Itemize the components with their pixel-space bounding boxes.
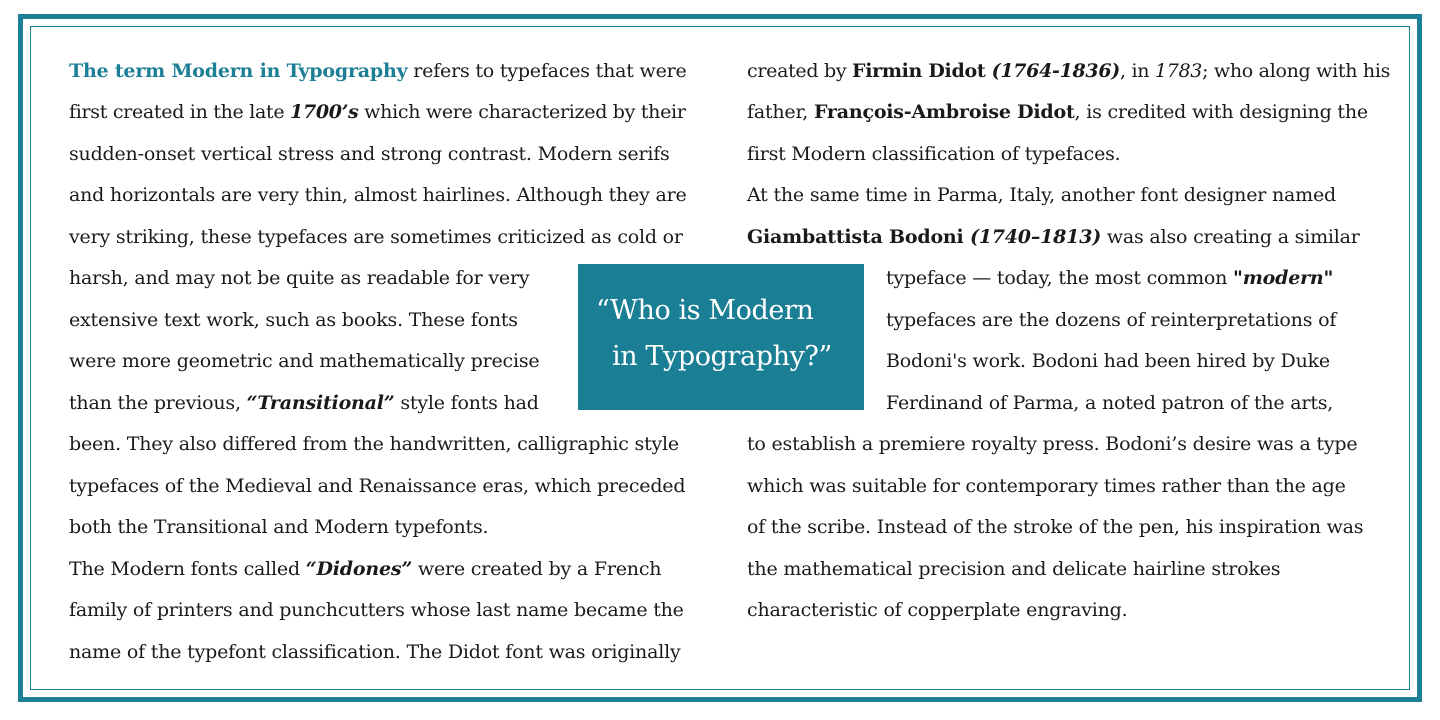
right-line-9: Ferdinand of Parma, a noted patron of the arts, (886, 392, 1334, 414)
right-line-6 (886, 266, 1333, 290)
left-line-9 (69, 391, 539, 415)
right-line-4: At the same time in Parma, Italy, another font designer named (747, 184, 1336, 206)
right-line-1 (747, 59, 1390, 83)
left-line-14: family of printers and punchcutters whose last name became the (69, 599, 684, 621)
right-line-3: first Modern classification of typefaces. (747, 143, 1121, 165)
right-line-12: of the scribe. Instead of the stroke of the pen, his inspiration was (747, 516, 1364, 538)
dates-bodoni: (1740–1813) (963, 226, 1102, 248)
left-line-13-text-b: were created by a French (412, 558, 662, 580)
dates-firmin-didot: (1764-1836) (985, 60, 1120, 82)
left-line-7: extensive text work, such as books. These fonts (69, 309, 518, 331)
year-1700s: 1700’s (290, 101, 359, 123)
right-line-8: Bodoni's work. Bodoni had been hired by Duke (886, 350, 1330, 372)
left-line-9-text-b: style fonts had (394, 392, 539, 414)
right-line-14: characteristic of copperplate engraving. (747, 599, 1128, 621)
left-line-15: name of the typefont classification. The Didot font was originally (69, 641, 681, 663)
name-giambattista-bodoni: Giambattista Bodoni (747, 226, 964, 248)
transitional-emphasis: “Transitional” (246, 392, 395, 414)
left-line-13 (69, 557, 661, 581)
pull-quote-line-2: in Typography?” (612, 341, 832, 372)
name-firmin-didot: Firmin Didot (852, 60, 986, 82)
right-line-13: the mathematical precision and delicate hairline strokes (747, 558, 1281, 580)
lead-heading: The term Modern in Typography (69, 60, 408, 82)
left-line-10: been. They also differed from the handwritten, calligraphic style (69, 433, 679, 455)
left-line-5: very striking, these typefaces are sometimes criticized as cold or (69, 226, 683, 248)
left-line-3: sudden-onset vertical stress and strong contrast. Modern serifs (69, 143, 670, 165)
pull-quote-box (578, 264, 864, 410)
right-line-5 (747, 225, 1360, 249)
right-line-5-text: was also creating a similar (1101, 226, 1360, 248)
left-line-8: were more geometric and mathematically precise (69, 350, 540, 372)
left-line-1-text: refers to typefaces that were (407, 60, 687, 82)
left-line-2-text-b: which were characterized by their (358, 101, 686, 123)
right-line-10: to establish a premiere royalty press. Bodoni’s desire was a type (747, 433, 1358, 455)
right-line-6-text: typeface — today, the most common (886, 267, 1234, 289)
right-line-7: typefaces are the dozens of reinterpretations of (886, 309, 1337, 331)
left-line-2-text: first created in the late (69, 101, 291, 123)
didones-emphasis: “Didones” (305, 558, 413, 580)
modern-emphasis: "modern" (1233, 267, 1334, 289)
left-line-9-text: than the previous, (69, 392, 247, 414)
name-francois-ambroise-didot: François-Ambroise Didot (813, 101, 1075, 123)
year-1783: 1783 (1154, 60, 1203, 82)
right-line-1-text: created by (747, 60, 853, 82)
left-line-6: harsh, and may not be quite as readable for very (69, 267, 530, 289)
left-line-1 (69, 59, 687, 83)
pull-quote-line-1: “Who is Modern (596, 295, 814, 326)
right-line-11: which was suitable for contemporary times rather than the age (747, 475, 1346, 497)
left-line-11: typefaces of the Medieval and Renaissance eras, which preceded (69, 475, 686, 497)
left-line-12: both the Transitional and Modern typefonts. (69, 516, 489, 538)
right-line-1-text-b: , in (1119, 60, 1155, 82)
right-line-1-text-c: ; who along with his (1202, 60, 1391, 82)
right-line-2-text-b: , is credited with designing the (1074, 101, 1368, 123)
right-line-2-text: father, (747, 101, 814, 123)
left-line-4: and horizontals are very thin, almost hairlines. Although they are (69, 184, 687, 206)
left-line-2 (69, 100, 686, 124)
right-line-2 (747, 100, 1368, 124)
left-line-13-text: The Modern fonts called (69, 558, 306, 580)
